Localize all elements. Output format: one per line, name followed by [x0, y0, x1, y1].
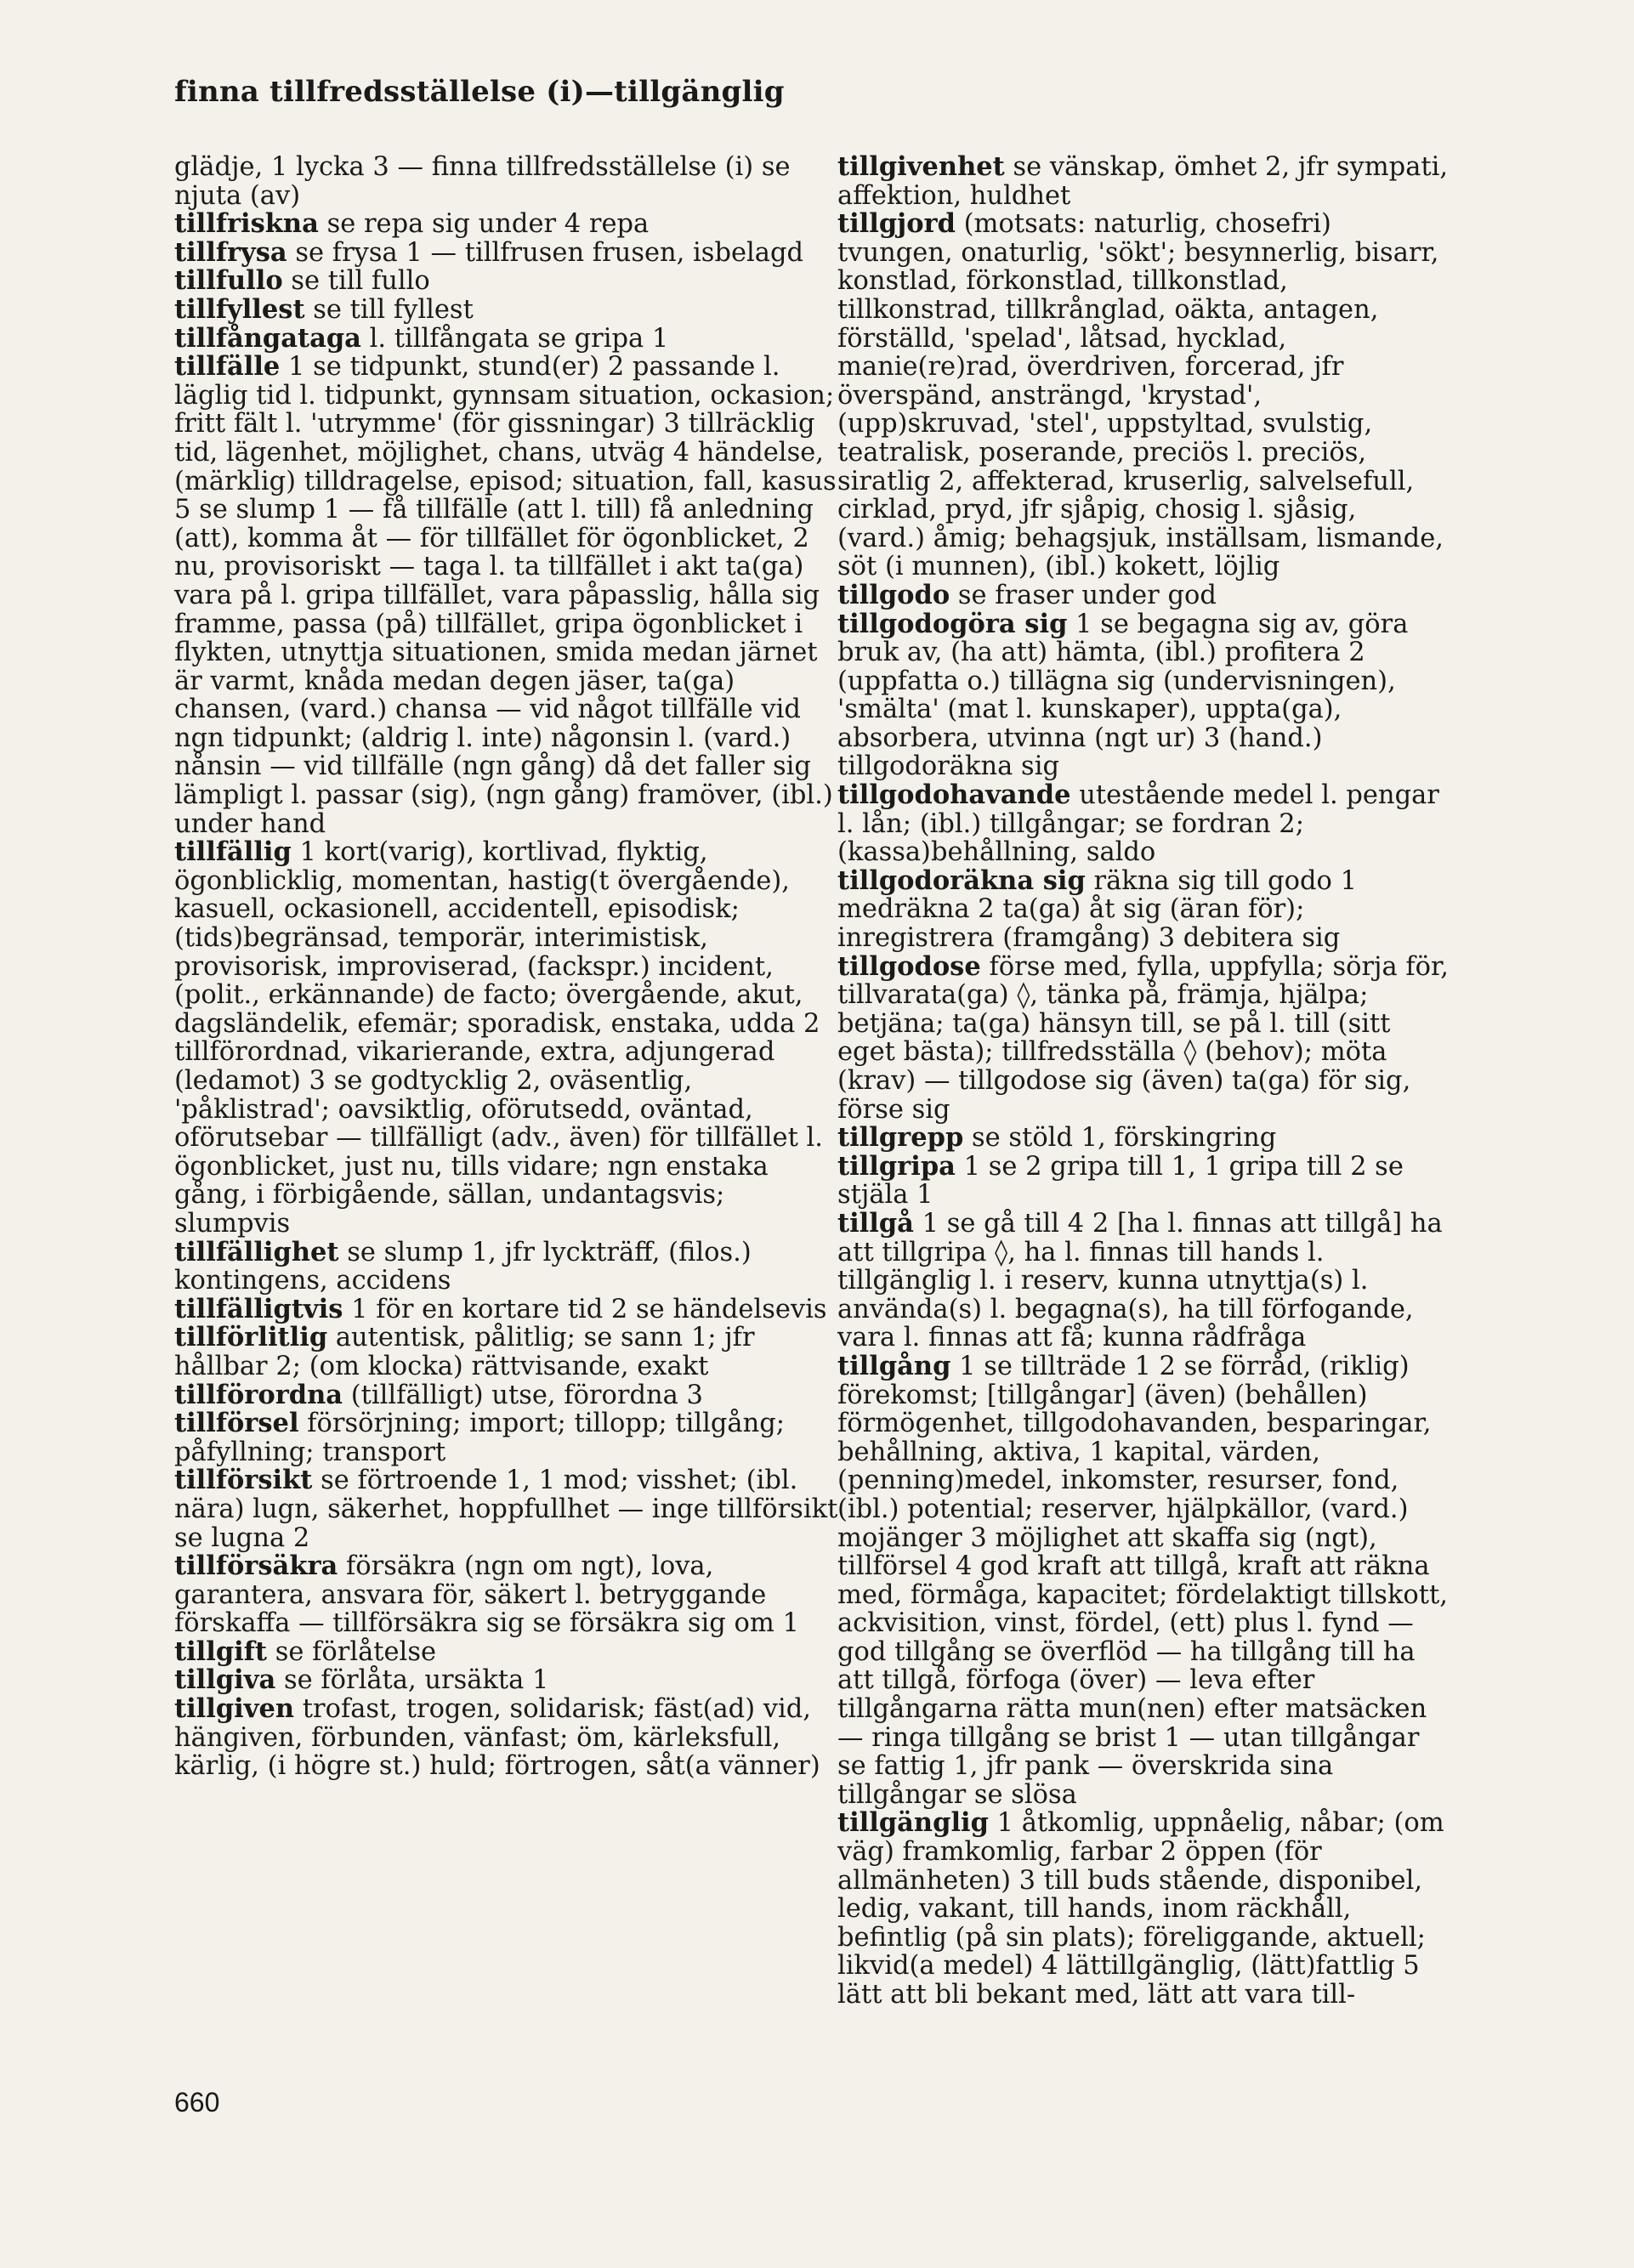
left-column: [174, 153, 846, 1781]
dictionary-entry: [174, 1695, 846, 1781]
entry-text: (motsats: naturlig, chosefri) tvungen, onaturlig, 'sökt'; besynnerlig, bisarr, konstlad, förkonstlad, tillkonstlad, tillkonstrad, tillkrånglad, oäkta, antagen, förställd, 'spelad', låtsad, hycklad, manie(re)rad, överdriven, forcerad, jfr överspänd, ansträngd, 'krystad', (upp)skruvad, 'stel', uppstyltad, svulstig, teatralisk, poserande, preciös l. preciös, siratlig 2, affekterad, kruserlig, salvelsefull, cirklad, pryd, jfr sjåpig, chosig l. sjåsig, (vard.) åmig; behagsjuk, inställsam, lismande, söt (i munnen), (ibl.) kokett, löjlig: [837, 209, 1444, 582]
entry-headword: tillgjord: [837, 208, 956, 240]
entry-text: utestående medel l. pengar l. lån; (ibl.) tillgångar; se fordran 2; (kassa)behållning, saldo: [837, 780, 1439, 868]
dictionary-entry: [174, 210, 846, 239]
entry-headword: tillförsikt: [174, 1465, 313, 1496]
entry-text: (tillfälligt) utse, förordna 3: [350, 1380, 703, 1410]
dictionary-entry: [174, 322, 846, 354]
entry-text: se repa sig under 4 repa: [326, 209, 650, 240]
entry-headword: tillfriskna: [174, 208, 319, 240]
dictionary-entry: [837, 581, 1450, 610]
entry-headword: tillgripa: [837, 1150, 956, 1182]
entry-text: se frysa 1 — tillfrusen frusen, isbelagd: [295, 237, 804, 268]
entry-headword: tillfälle: [174, 351, 281, 383]
dictionary-entry: [174, 236, 846, 268]
dictionary-entry: [174, 293, 846, 325]
entry-headword: tillförsel: [174, 1408, 299, 1439]
dictionary-entry: [837, 950, 1450, 1125]
entry-text: 1 se gå till 4 2 [ha l. finnas att tillgå] ha att tillgripa ◊, ha l. finnas till hands l. tillgänglig l. i reserv, kunna utnyttja(s) l. använda(s) l. begagna(s), ha till förfogande, vara l. finnas att få; kunna rådfråga: [837, 1208, 1443, 1353]
dictionary-entry: [837, 1124, 1450, 1153]
entry-headword: tillförordna: [174, 1379, 343, 1410]
dictionary-entry: [837, 1352, 1450, 1810]
dictionary-entry: [837, 610, 1450, 782]
entry-text: autentisk, pålitlig; se sann 1; jfr hållbar 2; (om klocka) rättvisande, exakt: [174, 1323, 755, 1381]
dictionary-entry: [174, 1466, 846, 1552]
entry-headword: tillgiva: [174, 1664, 276, 1696]
entry-text: se slump 1, jfr lyckträff, (filos.) kontingens, accidens: [174, 1237, 752, 1296]
dictionary-entry: [837, 1207, 1450, 1353]
entry-headword: tillfrysa: [174, 236, 287, 268]
entry-text: 1 åtkomlig, uppnåelig, nåbar; (om väg) framkomlig, farbar 2 öppen (för allmänheten) 3 till buds stående, disponibel, ledig, vakant, till hands, inom räckhåll, befintlig (på sin plats); föreliggande, aktuell; likvid(a medel) 4 lättillgänglig, (lätt)fattlig 5 lätt att bli bekant med, lätt att vara till-: [837, 1808, 1444, 2010]
entry-headword: tillgrepp: [837, 1122, 964, 1154]
dictionary-entry: [174, 838, 846, 1238]
dictionary-entry: [837, 153, 1450, 210]
dictionary-entry: [174, 1409, 846, 1466]
page-header: finna tillfredsställelse (i)—tillgänglig: [174, 75, 785, 109]
entry-headword: tillfullo: [174, 265, 283, 297]
dictionary-entry: [174, 1236, 846, 1296]
entry-text: se vänskap, ömhet 2, jfr sympati, affektion, huldhet: [837, 152, 1449, 211]
dictionary-entry: [837, 1809, 1450, 2009]
dictionary-entry: [174, 1638, 846, 1667]
entry-headword: tillgift: [174, 1636, 267, 1667]
dictionary-entry: [174, 267, 846, 296]
entry-text: 1 för en kortare tid 2 se händelsevis: [351, 1294, 827, 1324]
entry-text: glädje, 1 lycka 3 — finna tillfredsställelse (i) se njuta (av): [174, 152, 791, 211]
entry-text: 1 se tillträde 1 2 se förråd, (riklig) förekomst; [tillgångar] (även) (behållen) förmögenhet, tillgodohavanden, besparingar, behållning, aktiva, 1 kapital, värden, (penning)medel, inkomster, resurser, fond, (ibl.) potential; reserver, hjälpkällor, (vard.) mojänger 3 möjlighet att skaffa sig (ngt), tillförsel 4 god kraft att tillgå, kraft att räkna med, förmåga, kapacitet; fördelaktigt tillskott, ackvisition, vinst, fördel, (ett) plus l. fynd — god tillgång se överflöd — ha tillgång till ha att tillgå, förfoga (över) — leva efter tillgångarna rätta mun(nen) efter matsäcken — ringa tillgång se brist 1 — utan tillgångar se fattig 1, jfr pank — överskrida sina tillgångar se slösa: [837, 1351, 1449, 1810]
entry-text: 1 se begagna sig av, göra bruk av, (ha att) hämta, (ibl.) profitera 2 (uppfatta o.) tillägna sig (undervisningen), 'smälta' (mat l. kunskaper), uppta(ga), absorbera, utvinna (ngt ur) 3 (hand.) tillgodoräkna sig: [837, 609, 1409, 782]
dictionary-entry: [837, 210, 1450, 581]
entry-text: se stöld 1, förskingring: [972, 1123, 1277, 1154]
dictionary-entry: [174, 1381, 846, 1410]
entry-headword: tillförlitlig: [174, 1322, 328, 1353]
entry-headword: tillfällighet: [174, 1236, 339, 1267]
entry-headword: tillfångataga: [174, 322, 361, 354]
dictionary-entry: [837, 1150, 1450, 1211]
dictionary-entry: [174, 353, 846, 838]
entry-headword: tillgodose: [837, 950, 981, 982]
entry-headword: tillgodoräkna sig: [837, 865, 1086, 896]
entry-text: försörjning; import; tillopp; tillgång; påfyllning; transport: [174, 1409, 786, 1467]
entry-headword: tillgodohavande: [837, 780, 1071, 811]
dictionary-entry: [174, 1552, 846, 1638]
entry-text: se förlåtelse: [275, 1636, 437, 1667]
entry-text: 1 se tidpunkt, stund(er) 2 passande l. läglig tid l. tidpunkt, gynnsam situation, ockasion; fritt fält l. 'utrymme' (för gissningar) 3 tillräcklig tid, lägenhet, möjlighet, chans, utväg 4 händelse, (märklig) tilldragelse, episod; situation, fall, kasus 5 se slump 1 — få tillfälle (att l. till) få anledning (att), komma åt — för tillfället för ögonblicket, 2 nu, provisoriskt — taga l. ta tillfället i akt ta(ga) vara på l. gripa tillfället, vara påpasslig, hålla sig framme, passa (på) tillfället, gripa ögonblicket i flykten, utnyttja situationen, smida medan järnet är varmt, knåda medan degen jäser, ta(ga) chansen, (vard.) chansa — vid något tillfälle vid ngn tidpunkt; (aldrig l. inte) någonsin l. (vard.) nånsin — vid tillfälle (ngn gång) då det faller sig lämpligt l. passar (sig), (ngn gång) framöver, (ibl.) under hand: [174, 352, 837, 839]
entry-text: l. tillfångata se gripa 1: [369, 323, 669, 354]
entry-text: räkna sig till godo 1 medräkna 2 ta(ga) åt sig (äran för); inregistrera (framgång) 3 debitera sig: [837, 865, 1357, 954]
entry-headword: tillfälligtvis: [174, 1293, 343, 1324]
entry-text: 1 kort(varig), kortlivad, flyktig, ögonblicklig, momentan, hastig(t övergående), kasuell, ockasionell, accidentell, episodisk; (tids)begränsad, temporär, interimistisk, provisorisk, improviserad, (fackspr.) incident, (polit., erkännande) de facto; övergående, akut, dagsländelik, efemär; sporadisk, enstaka, udda 2 tillförordnad, vikarierande, extra, adjungerad (ledamot) 3 se godtycklig 2, oväsentlig, 'påklistrad'; oavsiktlig, oförutsedd, oväntad, oförutsebar — tillfälligt (adv., även) för tillfället l. ögonblicket, just nu, tills vidare; ngn enstaka gång, i förbigående, sällan, undantagsvis; slumpvis: [174, 837, 823, 1239]
entry-headword: tillgång: [837, 1350, 951, 1381]
dictionary-entry: [837, 867, 1450, 953]
right-column: [837, 153, 1450, 2010]
entry-headword: tillgivenhet: [837, 151, 1005, 182]
entry-text: 1 se 2 gripa till 1, 1 gripa till 2 se stjäla 1: [837, 1151, 1404, 1211]
entry-headword: tillgodogöra sig: [837, 608, 1068, 639]
dictionary-entry: [174, 153, 846, 210]
entry-text: se förtroende 1, 1 mod; visshet; (ibl. nära) lugn, säkerhet, hoppfullhet — inge tillförsikt se lugna 2: [174, 1466, 838, 1553]
dictionary-entry: [174, 1666, 846, 1695]
entry-headword: tillförsäkra: [174, 1551, 338, 1582]
page-number: 660: [174, 2087, 220, 2118]
entry-text: trofast, trogen, solidarisk; fäst(ad) vid, hängiven, förbunden, vänfast; öm, kärleksfull, kärlig, (i högre st.) huld; förtrogen, såt(a vänner): [174, 1694, 820, 1782]
entry-text: förse med, fylla, uppfylla; sörja för, tillvarata(ga) ◊, tänka på, främja, hjälpa; betjäna; ta(ga) hänsyn till, se på l. till (sitt eget bästa); tillfredsställa ◊ (behov); möta (krav) — tillgodose sig (även) ta(ga) för sig, förse sig: [837, 951, 1449, 1125]
entry-text: se till fullo: [291, 266, 430, 297]
entry-text: se fraser under god: [957, 580, 1217, 610]
entry-headword: tillfällig: [174, 836, 292, 868]
entry-headword: tillgänglig: [837, 1807, 989, 1839]
entry-headword: tillgiven: [174, 1693, 295, 1725]
entry-headword: tillfyllest: [174, 293, 305, 325]
dictionary-entry: [837, 781, 1450, 867]
entry-headword: tillgodo: [837, 579, 950, 610]
dictionary-entry: [174, 1324, 846, 1381]
dictionary-entry: [174, 1293, 846, 1324]
entry-headword: tillgå: [837, 1207, 914, 1239]
entry-text: se till fyllest: [313, 294, 474, 325]
entry-text: se förlåta, ursäkta 1: [283, 1665, 549, 1696]
entry-text: försäkra (ngn om ngt), lova, garantera, ansvara för, säkert l. betryggande förskaffa — tillförsäkra sig se försäkra sig om 1: [174, 1551, 799, 1639]
